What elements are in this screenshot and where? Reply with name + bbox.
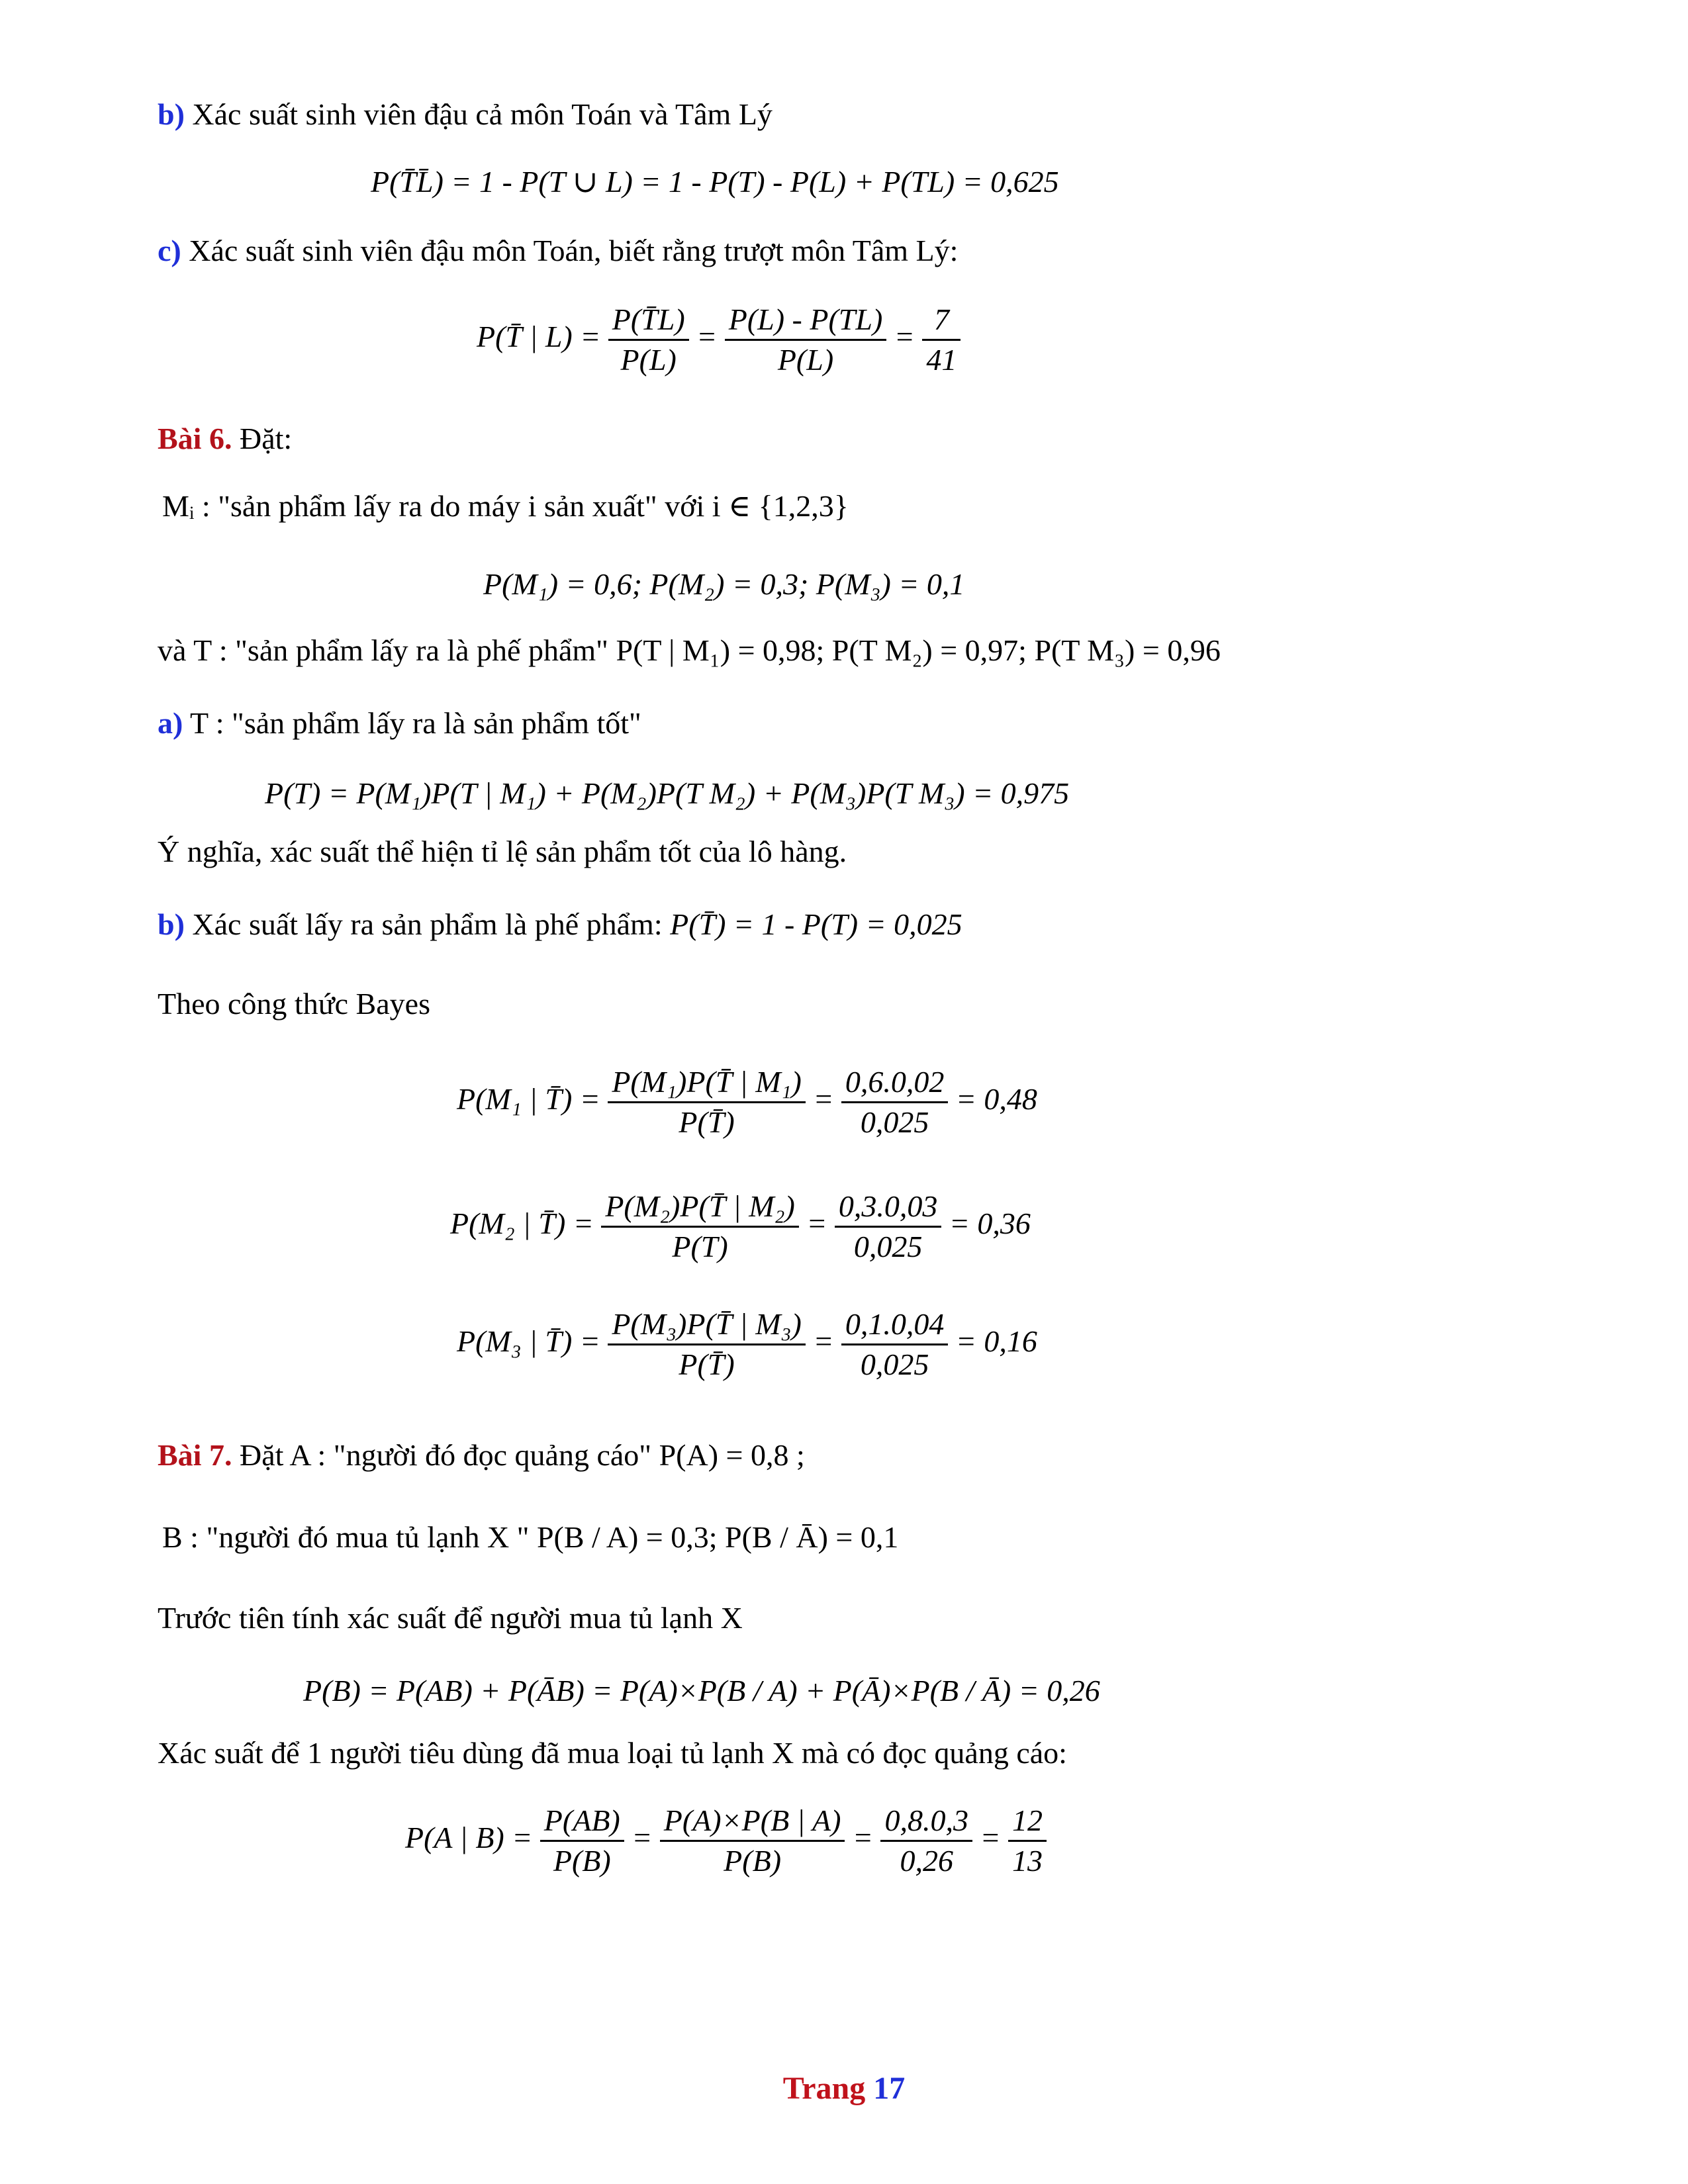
fraction [841, 1309, 949, 1380]
exercise-label: Bài 6. [158, 422, 232, 455]
denominator: 13 [1012, 1844, 1043, 1878]
denominator: P(L) [777, 343, 834, 377]
fraction [608, 304, 689, 375]
fraction [660, 1805, 845, 1876]
part-text: Xác suất sinh viên đậu môn Toán, biết rằng trượt môn Tâm Lý: [189, 234, 959, 267]
denominator: 0,025 [853, 1230, 923, 1263]
fraction [880, 1805, 972, 1876]
fraction [601, 1191, 799, 1262]
numerator: 7 [922, 304, 961, 341]
bai6-bayes-title: Theo công thức Bayes [158, 987, 430, 1021]
result: = 0,36 [949, 1206, 1031, 1241]
exercise-intro: Đặt: [239, 422, 293, 455]
equals-sign: = [696, 320, 718, 354]
part-text: Xác suất sinh viên đậu cả môn Toán và Tâm Lý [192, 97, 773, 131]
equals-sign: = [632, 1821, 653, 1855]
numerator: 0,8.0,3 [880, 1805, 972, 1842]
denominator: P(T̄) [679, 1347, 735, 1381]
denominator: P(B) [553, 1844, 611, 1878]
result: = 0,16 [955, 1324, 1037, 1359]
bayes-row [457, 1309, 1037, 1380]
part-label: a) [158, 706, 183, 740]
formula-lhs: P(T̄ | L) = [477, 320, 601, 354]
denominator: P(L) [620, 343, 677, 377]
fraction [841, 1067, 949, 1138]
fraction [608, 1309, 806, 1380]
result: = 0,48 [955, 1082, 1037, 1116]
bai6-prob-m: P(M₁) = 0,6; P(M₂) = 0,3; P(M₃) = 0,1 [483, 567, 965, 601]
bai6-a-formula: P(T) = P(M₁)P(T | M₁) + P(M₂)P(T M₂) + P(M₃)P(T M₃) = 0,975 [265, 776, 1070, 810]
bai7-line2: B : "người đó mua tủ lạnh X " P(B / A) = 0,3; P(B / Ā) = 0,1 [162, 1520, 899, 1554]
equals-sign: = [806, 1206, 827, 1241]
formula-lhs: P(M₂ | T̄) = [450, 1206, 594, 1241]
numerator: P(A)×P(B | A) [660, 1805, 845, 1842]
numerator: P(T̄L) [608, 304, 689, 341]
equals-sign: = [813, 1082, 834, 1116]
numerator: P(M₃)P(T̄ | M₃) [608, 1309, 806, 1345]
formula-lhs: P(M₁ | T̄) = [457, 1082, 600, 1116]
denominator: 0,025 [860, 1105, 929, 1139]
bai6-part-b [158, 909, 962, 940]
formula-lhs: P(A | B) = [405, 1821, 533, 1855]
numerator: 12 [1008, 1805, 1047, 1842]
part-label: b) [158, 907, 185, 941]
part-text: Xác suất lấy ra sản phẩm là phế phẩm: [192, 907, 663, 941]
bai7-bayes-formula [405, 1805, 1047, 1876]
bai7-line4: Xác suất để 1 người tiêu dùng đã mua loại tủ lạnh X mà có đọc quảng cáo: [158, 1736, 1067, 1770]
page-footer [0, 2070, 1688, 2107]
formula-b5: P(T̄L̄) = 1 - P(T ∪ L) = 1 - P(T) - P(L) + P(TL) = 0,625 [371, 165, 1059, 199]
formula-lhs: P(M₃ | T̄) = [457, 1324, 600, 1359]
part-label: c) [158, 234, 181, 267]
numerator: 0,3.0,03 [835, 1191, 942, 1228]
numerator: P(M₁)P(T̄ | M₁) [608, 1067, 806, 1103]
bai6-meaning: Ý nghĩa, xác suất thể hiện tỉ lệ sản phẩm tốt của lô hàng. [158, 835, 847, 868]
bai6-heading [158, 424, 292, 454]
part-b5-heading [158, 99, 773, 130]
denominator: P(B) [724, 1844, 782, 1878]
part-label: b) [158, 97, 185, 131]
equals-sign: = [852, 1821, 873, 1855]
exercise-label: Bài 7. [158, 1438, 232, 1472]
numerator: P(AB) [540, 1805, 624, 1842]
fraction [835, 1191, 942, 1262]
bai6-part-a [158, 708, 641, 739]
exercise-line: Đặt A : "người đó đọc quảng cáo" P(A) = 0,8 ; [239, 1438, 805, 1472]
equals-sign: = [980, 1821, 1001, 1855]
denominator: 0,025 [860, 1347, 929, 1381]
equals-sign: = [894, 320, 915, 354]
numerator: 0,1.0,04 [841, 1309, 949, 1345]
bai6-def-t: và T : "sản phẩm lấy ra là phế phẩm" P(T | M₁) = 0,98; P(T M₂) = 0,97; P(T M₃) = 0,96 [158, 633, 1221, 667]
fraction [1008, 1805, 1047, 1876]
bayes-row [457, 1067, 1037, 1138]
denominator: P(T) [672, 1230, 728, 1263]
formula-c5 [477, 304, 961, 375]
denominator: 41 [926, 343, 957, 377]
denominator: 0,26 [900, 1844, 953, 1878]
bai7-formula1: P(B) = P(AB) + P(ĀB) = P(A)×P(B / A) + P(Ā)×P(B / Ā) = 0,26 [303, 1674, 1100, 1707]
page-number: 17 [873, 2071, 906, 2106]
numerator: P(M₂)P(T̄ | M₂) [601, 1191, 799, 1228]
fraction [608, 1067, 806, 1138]
part-text: T : "sản phẩm lấy ra là sản phẩm tốt" [190, 706, 641, 740]
numerator: P(L) - P(TL) [725, 304, 887, 341]
fraction [725, 304, 887, 375]
fraction [922, 304, 961, 375]
equals-sign: = [813, 1324, 834, 1359]
footer-word: Trang [782, 2071, 866, 2106]
bai7-line3: Trước tiên tính xác suất để người mua tủ lạnh X [158, 1601, 743, 1635]
fraction [540, 1805, 624, 1876]
numerator: 0,6.0,02 [841, 1067, 949, 1103]
part-c5-heading [158, 236, 958, 266]
bayes-row [450, 1191, 1031, 1262]
bai6-def-mi: Mᵢ : "sản phẩm lấy ra do máy i sản xuất" với i ∈ {1,2,3} [162, 489, 849, 523]
part-formula: P(T̄) = 1 - P(T) = 0,025 [670, 907, 962, 941]
bai7-heading [158, 1440, 805, 1471]
denominator: P(T̄) [679, 1105, 735, 1139]
